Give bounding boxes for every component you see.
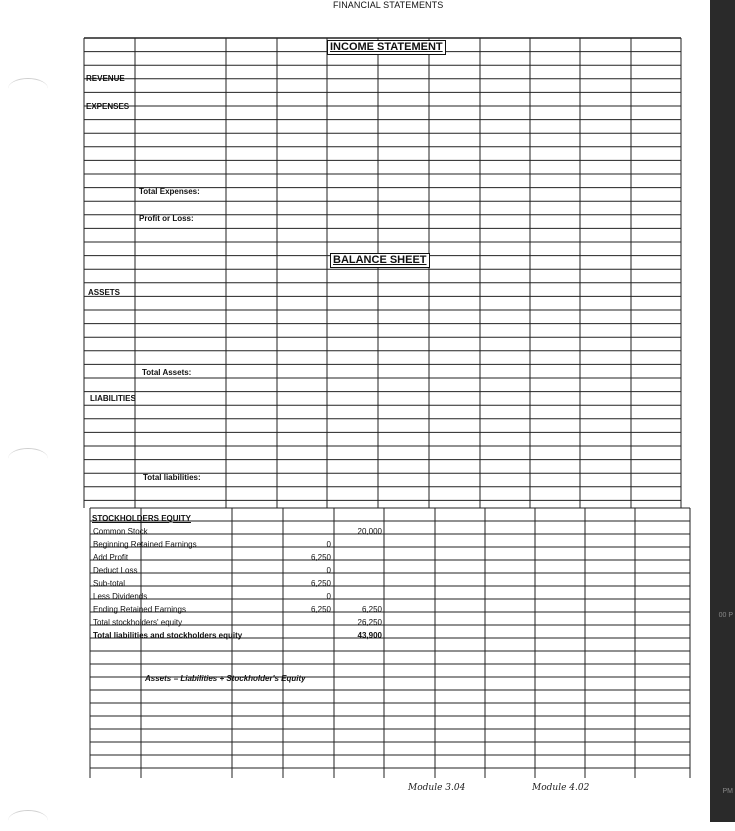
total-liabilities-label: Total liabilities:	[143, 473, 201, 482]
punch-hole-mark	[8, 448, 48, 469]
balance-sheet-title: BALANCE SHEET	[330, 253, 430, 268]
equity-row-label: Common Stock	[93, 527, 148, 536]
punch-hole-mark	[8, 78, 48, 99]
equity-row-value-2: 20,000	[357, 527, 382, 536]
total-expenses-label: Total Expenses:	[139, 187, 200, 196]
total-assets-label: Total Assets:	[142, 368, 192, 377]
liabilities-label: LIABILITIES	[90, 394, 136, 403]
equity-row-label: Beginning Retained Earnings	[93, 540, 197, 549]
page-title: FINANCIAL STATEMENTS	[333, 0, 444, 10]
accounting-equation: Assets = Liabilities + Stockholder's Equity	[145, 674, 306, 683]
handwritten-note-left: Module 3.04	[408, 783, 466, 793]
profit-loss-label: Profit or Loss:	[139, 214, 194, 223]
equity-row-value-2: 6,250	[361, 605, 382, 614]
equity-row-value-2: 43,900	[357, 631, 382, 640]
equity-row-label: Sub-total	[93, 579, 126, 588]
revenue-label: REVENUE	[86, 74, 125, 83]
income-statement-title: INCOME STATEMENT	[327, 40, 446, 55]
equity-title: STOCKHOLDERS EQUITY	[92, 514, 191, 523]
assets-label: ASSETS	[88, 288, 121, 297]
equity-row-value-1: 0	[326, 566, 331, 575]
equity-row-label: Add Profit	[93, 553, 129, 562]
equity-row-label: Ending Retained Earnings	[93, 605, 186, 614]
equity-row-value-1: 6,250	[310, 579, 331, 588]
edge-text: 00 P	[718, 612, 733, 619]
equity-row-label: Less Dividends	[93, 592, 148, 601]
equity-row-label: Total stockholders' equity	[93, 618, 183, 627]
equity-row-value-1: 6,250	[310, 605, 331, 614]
equity-row-label: Total liabilities and stockholders equity	[93, 631, 243, 640]
edge-text: PM	[722, 788, 733, 795]
equity-row-value-1: 6,250	[310, 553, 331, 562]
equity-row-value-1: 0	[326, 592, 331, 601]
scan-edge	[710, 0, 735, 822]
punch-hole-mark	[8, 810, 48, 831]
equity-row-value-1: 0	[326, 540, 331, 549]
expenses-label: EXPENSES	[86, 102, 130, 111]
equity-row-label: Deduct Loss	[93, 566, 138, 575]
equity-row-value-2: 26,250	[357, 618, 382, 627]
handwritten-note-right: Module 4.02	[532, 783, 590, 793]
